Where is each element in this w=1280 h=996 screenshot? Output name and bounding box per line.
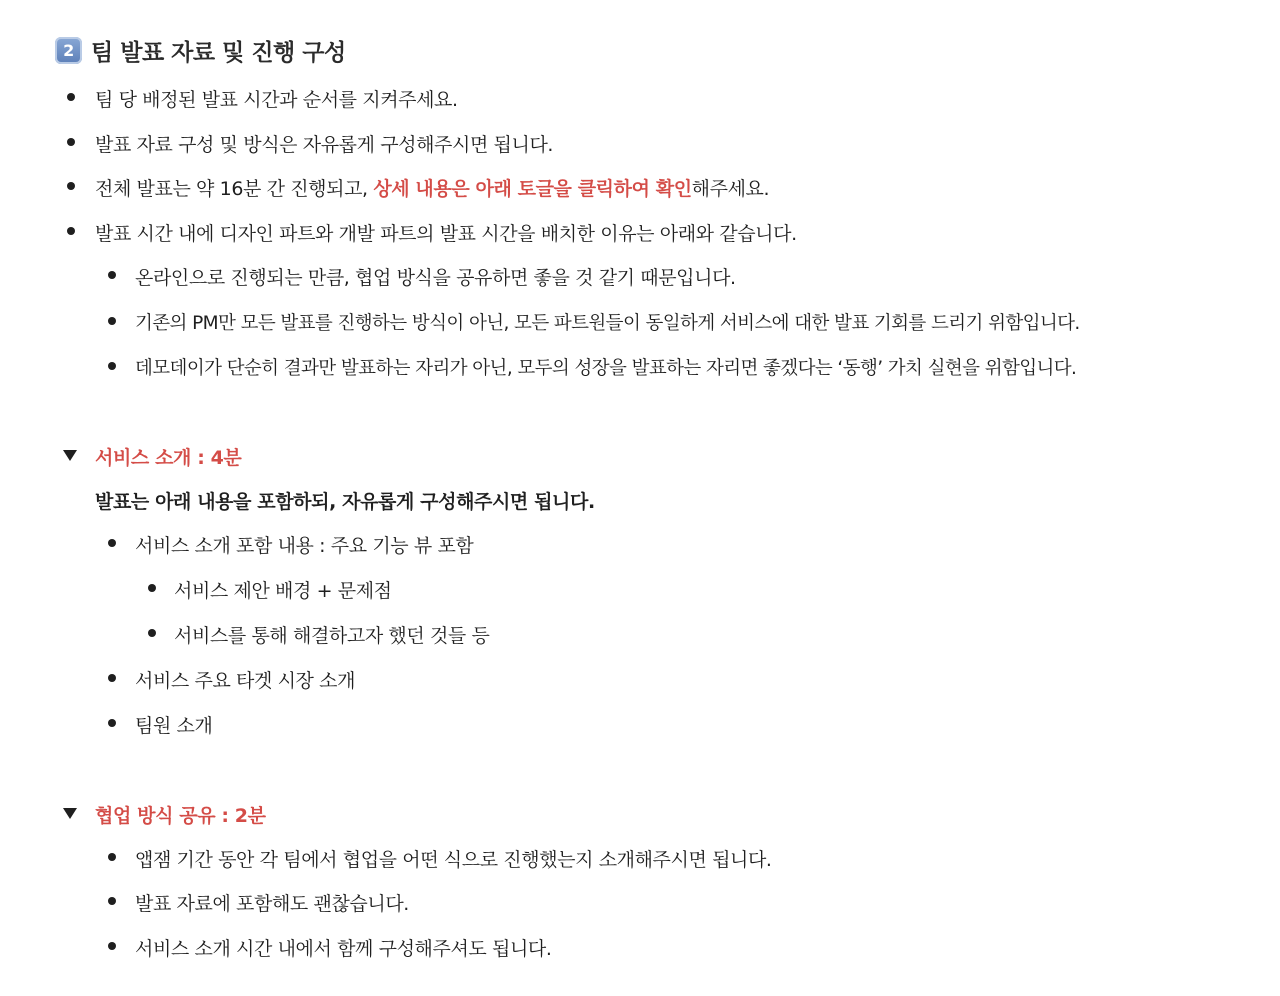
- list-item-text: [95, 174, 769, 201]
- text-normal: 해주세요.: [691, 178, 770, 200]
- section-title: 팀 발표 자료 및 진행 구성: [91, 39, 346, 66]
- bullet-icon: [67, 182, 75, 190]
- bullet-icon: [108, 853, 116, 861]
- list-item-text: 기존의 PM만 모든 발표를 진행하는 방식이 아닌, 모든 파트원들이 동일하게 서비스에 대한 발표 기회를 드리기 위함입니다.: [135, 313, 1080, 334]
- list-item-text: 서비스 제안 배경 + 문제점: [174, 580, 392, 602]
- list-item-text: 서비스 소개 시간 내에서 함께 구성해주셔도 됩니다.: [135, 938, 552, 960]
- bullet-icon: [108, 942, 116, 950]
- keycap-two-icon: 2: [55, 37, 82, 64]
- toggle-note-text: 발표는 아래 내용을 포함하되, 자유롭게 구성해주시면 됩니다.: [95, 491, 595, 513]
- toggle-triangle-icon[interactable]: [63, 808, 77, 819]
- list-item-text: 발표 자료에 포함해도 괜찮습니다.: [135, 893, 409, 915]
- toggle-title[interactable]: 서비스 소개 : 4분: [95, 447, 242, 469]
- list-item-text: 팀 당 배정된 발표 시간과 순서를 지켜주세요.: [95, 89, 458, 111]
- list-item-text: 데모데이가 단순히 결과만 발표하는 자리가 아닌, 모두의 성장을 발표하는 자리면 좋겠다는 ‘동행’ 가치 실현을 위함입니다.: [135, 358, 1077, 379]
- bullet-icon: [108, 719, 116, 727]
- bullet-icon: [67, 138, 75, 146]
- bullet-icon: [108, 362, 116, 370]
- bullet-icon: [67, 93, 75, 101]
- text-normal: 전체 발표는 약 16분 간 진행되고,: [95, 178, 374, 200]
- bullet-icon: [67, 227, 75, 235]
- list-item-text: 팀원 소개: [135, 715, 213, 737]
- bullet-icon: [108, 271, 116, 279]
- section-heading: [55, 31, 346, 69]
- text-highlight-red: 상세 내용은 아래 토글을 클릭하여 확인: [373, 178, 692, 200]
- list-item-text: 서비스 주요 타겟 시장 소개: [135, 670, 356, 692]
- bullet-icon: [148, 629, 156, 637]
- list-item-text: 서비스 소개 포함 내용 : 주요 기능 뷰 포함: [135, 535, 474, 557]
- list-item-text: 발표 자료 구성 및 방식은 자유롭게 구성해주시면 됩니다.: [95, 134, 554, 156]
- bullet-icon: [108, 539, 116, 547]
- bullet-icon: [108, 897, 116, 905]
- list-item-text: 서비스를 통해 해결하고자 했던 것들 등: [174, 625, 490, 647]
- toggle-triangle-icon[interactable]: [63, 450, 77, 461]
- list-item-text: 발표 시간 내에 디자인 파트와 개발 파트의 발표 시간을 배치한 이유는 아래와 같습니다.: [95, 223, 797, 245]
- toggle-title[interactable]: 협업 방식 공유 : 2분: [95, 805, 266, 827]
- bullet-icon: [108, 674, 116, 682]
- bullet-icon: [108, 317, 116, 325]
- list-item-text: 온라인으로 진행되는 만큼, 협업 방식을 공유하면 좋을 것 같기 때문입니다.: [135, 267, 736, 289]
- bullet-icon: [148, 584, 156, 592]
- list-item-text: 앱잼 기간 동안 각 팀에서 협업을 어떤 식으로 진행했는지 소개해주시면 됩니다.: [135, 849, 772, 871]
